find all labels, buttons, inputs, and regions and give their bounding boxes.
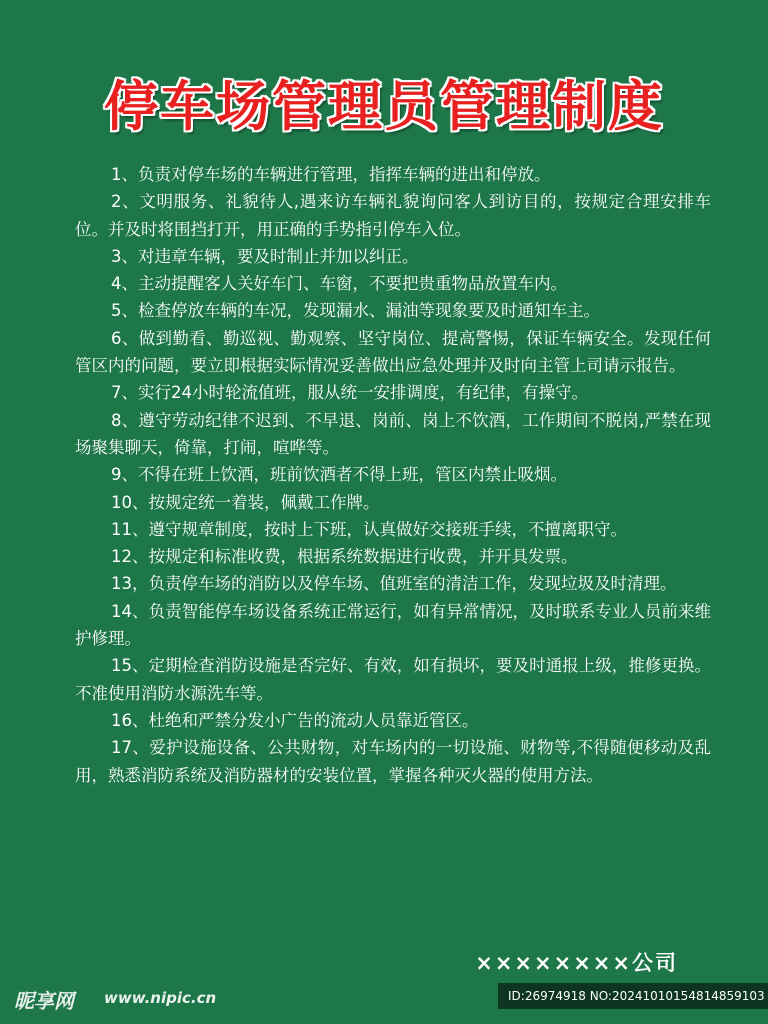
rule-item: 3、对违章车辆，要及时制止并加以纠正。	[111, 246, 419, 266]
watermark-url: www.nipic.cn	[104, 989, 217, 1007]
rule-item: 12、按规定和标准收费，根据系统数据进行收费，并开具发票。	[111, 547, 578, 567]
rules-list	[75, 161, 711, 789]
rule-item: 13，负责停车场的消防以及停车场、值班室的清洁工作，发现垃圾及时清理。	[111, 574, 677, 594]
page-title: 停车场管理员管理制度	[104, 74, 664, 138]
rule-item: 17、爱护设施设备、公共财物，对车场内的一切设施、财物等,不得随便移动及乱用，熟悉消防系统及消防器材的安装位置，掌握各种灭火器的使用方法。	[75, 738, 711, 785]
rule-item: 15、定期检查消防设施是否完好、有效，如有损坏，要及时通报上级，推修更换。不准使用消防水源洗车等。	[75, 656, 711, 703]
rule-item: 4、主动提醒客人关好车门、车窗，不要把贵重物品放置车内。	[111, 274, 567, 294]
rule-item: 7、实行24小时轮流值班，服从统一安排调度，有纪律，有操守。	[111, 383, 588, 403]
rule-item: 11、遵守规章制度，按时上下班，认真做好交接班手续，不擅离职守。	[111, 519, 627, 539]
rule-item: 8、遵守劳动纪律不迟到、不早退、岗前、岗上不饮酒，工作期间不脱岗,严禁在现场聚集聊天，倚靠，打闹，喧哗等。	[75, 410, 711, 457]
rule-item: 5、检查停放车辆的车况，发现漏水、漏油等现象要及时通知车主。	[111, 301, 600, 321]
rule-item: 16、杜绝和严禁分发小广告的流动人员靠近管区。	[111, 710, 479, 730]
watermark-logo: 昵享网	[14, 989, 74, 1013]
company-name: ××××××××公司	[475, 951, 678, 975]
rule-item: 1、负责对停车场的车辆进行管理，指挥车辆的进出和停放。	[111, 165, 551, 184]
rule-item: 6、做到勤看、勤巡视、勤观察、坚守岗位、提高警惕，保证车辆安全。发现任何管区内的问题，要立即根据实际情况妥善做出应急处理并及时向主管上司请示报告。	[75, 328, 711, 376]
rule-item: 2、文明服务、礼貌待人,遇来访车辆礼貌询问客人到访目的，按规定合理安排车位。并及时将围挡打开，用正确的手势指引停车入位。	[75, 192, 711, 239]
watermark-id: ID:26974918 NO:20241010154814859103	[498, 983, 768, 1009]
rule-item: 10、按规定统一着装，佩戴工作牌。	[111, 492, 380, 512]
rule-item: 9、不得在班上饮酒，班前饮酒者不得上班，管区内禁止吸烟。	[111, 465, 567, 485]
rule-item: 14、负责智能停车场设备系统正常运行，如有异常情况，及时联系专业人员前来维护修理。	[75, 601, 711, 649]
